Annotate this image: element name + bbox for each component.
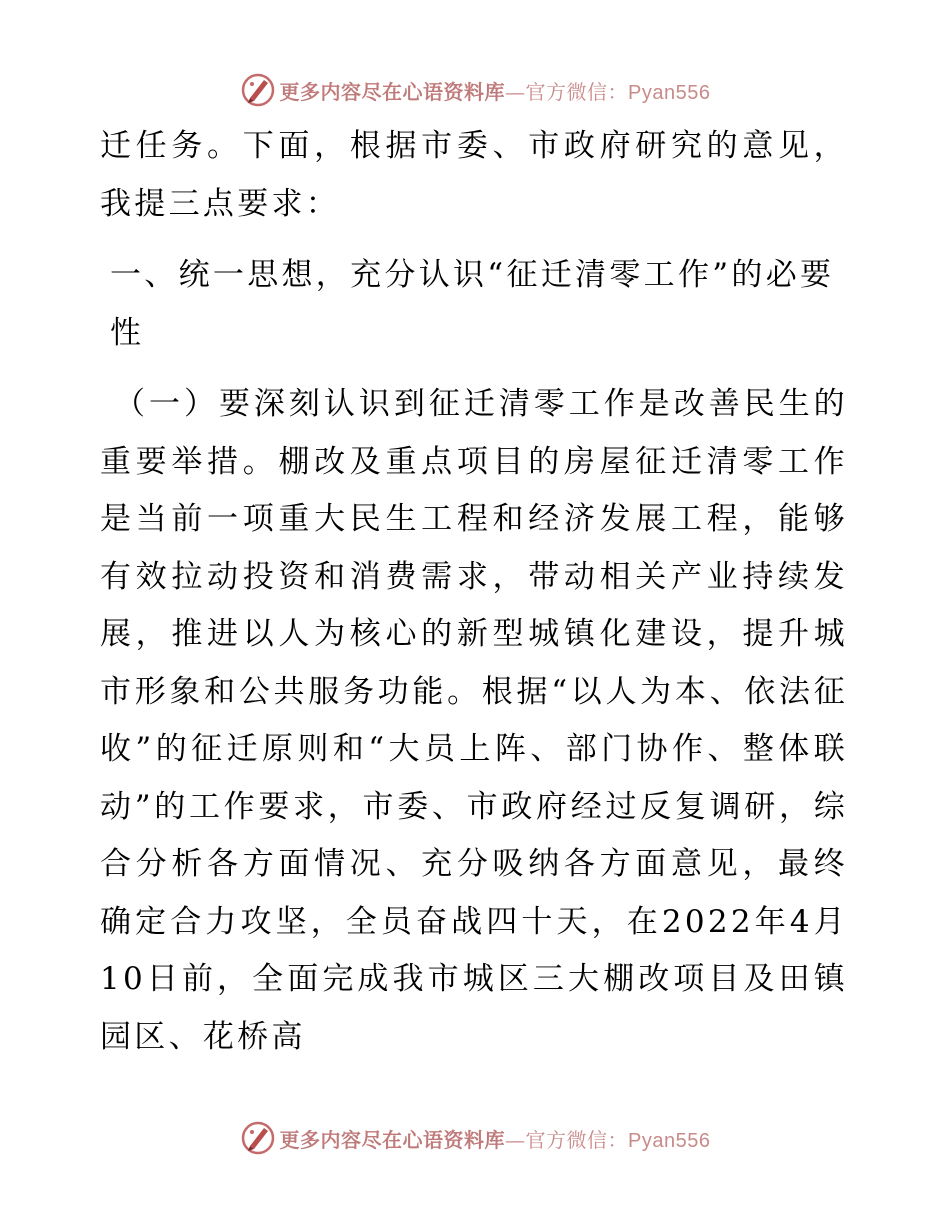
intro-paragraph: 迁任务。下面，根据市委、市政府研究的意见，我提三点要求：	[100, 128, 848, 222]
watermark-lead: 更多内容尽在心语资料库	[279, 1127, 506, 1152]
watermark-lead: 更多内容尽在心语资料库	[279, 79, 506, 104]
watermark-text	[280, 76, 711, 105]
pen-logo-icon	[240, 72, 276, 108]
watermark-middle: 官方微信：	[525, 1127, 629, 1152]
watermark-id: Pyan556	[628, 1129, 711, 1152]
section-heading-1: 一、统一思想，充分认识“征迁清零工作”的必要性	[110, 257, 835, 351]
paragraph-1: （一）要深刻认识到征迁清零工作是改善民生的重要举措。棚改及重点项目的房屋征迁清零工作是当前一项重大民生工程和经济发展工程，能够有效拉动投资和消费需求，带动相关产业持续发展，推进以人为核心的新型城镇化建设，提升城市形象和公共服务功能。根据“以人为本、依法征收”的征迁原则和“大员上阵、部门协作、整体联动”的工作要求，市委、市政府经过反复调研，综合分析各方面情况、充分吸纳各方面意见，最终确定合力攻坚，全员奋战四十天，在2022年4月10日前，全面完成我市城区三大棚改项目及田镇园区、花桥高	[100, 386, 848, 1055]
footer-watermark	[0, 1118, 950, 1158]
watermark-dash: —	[505, 79, 526, 104]
watermark-id: Pyan556	[628, 81, 711, 104]
pen-logo-icon	[240, 1120, 276, 1156]
watermark-dash: —	[505, 1127, 526, 1152]
header-watermark	[0, 70, 950, 110]
document-body	[100, 118, 848, 1066]
watermark-text	[280, 1124, 711, 1153]
watermark-middle: 官方微信：	[525, 79, 629, 104]
